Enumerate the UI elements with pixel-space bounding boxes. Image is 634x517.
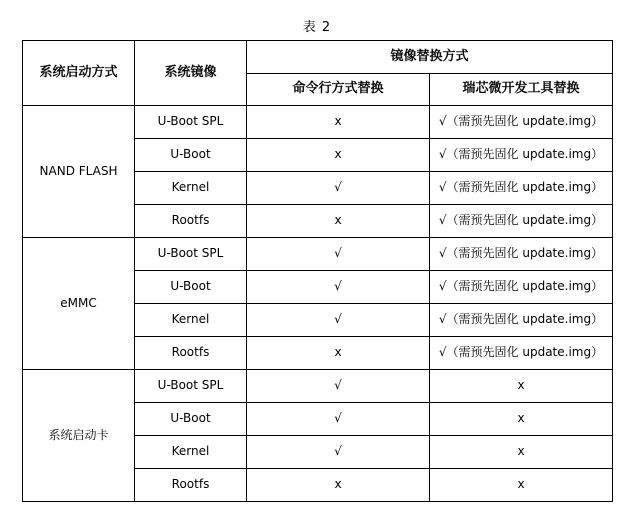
image-cell: Rootfs [135, 205, 247, 238]
image-cell: Kernel [135, 172, 247, 205]
cmdline-cell: x [247, 469, 430, 502]
image-cell: Rootfs [135, 337, 247, 370]
rk-tool-cell: √（需预先固化 update.img） [430, 337, 613, 370]
table-row [23, 370, 613, 403]
rk-tool-cell: x [430, 469, 613, 502]
table-row [23, 238, 613, 271]
header-image: 系统镜像 [135, 41, 247, 106]
cmdline-cell: √ [247, 304, 430, 337]
cmdline-cell: x [247, 106, 430, 139]
image-cell: Rootfs [135, 469, 247, 502]
rk-tool-cell: √（需预先固化 update.img） [430, 172, 613, 205]
table-row [23, 106, 613, 139]
header-rk-tool: 瑞芯微开发工具替换 [430, 74, 613, 106]
image-cell: U-Boot [135, 139, 247, 172]
image-cell: Kernel [135, 436, 247, 469]
header-replace-method: 镜像替换方式 [247, 41, 613, 74]
header-boot-mode: 系统启动方式 [23, 41, 135, 106]
boot-mode-cell: 系统启动卡 [23, 370, 135, 502]
cmdline-cell: √ [247, 370, 430, 403]
image-cell: U-Boot [135, 403, 247, 436]
image-cell: U-Boot SPL [135, 238, 247, 271]
rk-tool-cell: √（需预先固化 update.img） [430, 106, 613, 139]
rk-tool-cell: x [430, 436, 613, 469]
cmdline-cell: x [247, 205, 430, 238]
cmdline-cell: √ [247, 436, 430, 469]
rk-tool-cell: x [430, 370, 613, 403]
cmdline-cell: √ [247, 238, 430, 271]
rk-tool-cell: √（需预先固化 update.img） [430, 205, 613, 238]
table-caption: 表 2 [302, 20, 332, 35]
cmdline-cell: √ [247, 172, 430, 205]
rk-tool-cell: √（需预先固化 update.img） [430, 304, 613, 337]
cmdline-cell: √ [247, 271, 430, 304]
cmdline-cell: x [247, 139, 430, 172]
cmdline-cell: x [247, 337, 430, 370]
header-cmdline: 命令行方式替换 [247, 74, 430, 106]
image-cell: U-Boot [135, 271, 247, 304]
rk-tool-cell: √（需预先固化 update.img） [430, 271, 613, 304]
boot-mode-cell: eMMC [23, 238, 135, 370]
image-replacement-table [22, 40, 613, 502]
image-cell: U-Boot SPL [135, 370, 247, 403]
cmdline-cell: √ [247, 403, 430, 436]
boot-mode-cell: NAND FLASH [23, 106, 135, 238]
image-cell: U-Boot SPL [135, 106, 247, 139]
rk-tool-cell: √（需预先固化 update.img） [430, 238, 613, 271]
rk-tool-cell: √（需预先固化 update.img） [430, 139, 613, 172]
rk-tool-cell: x [430, 403, 613, 436]
image-cell: Kernel [135, 304, 247, 337]
